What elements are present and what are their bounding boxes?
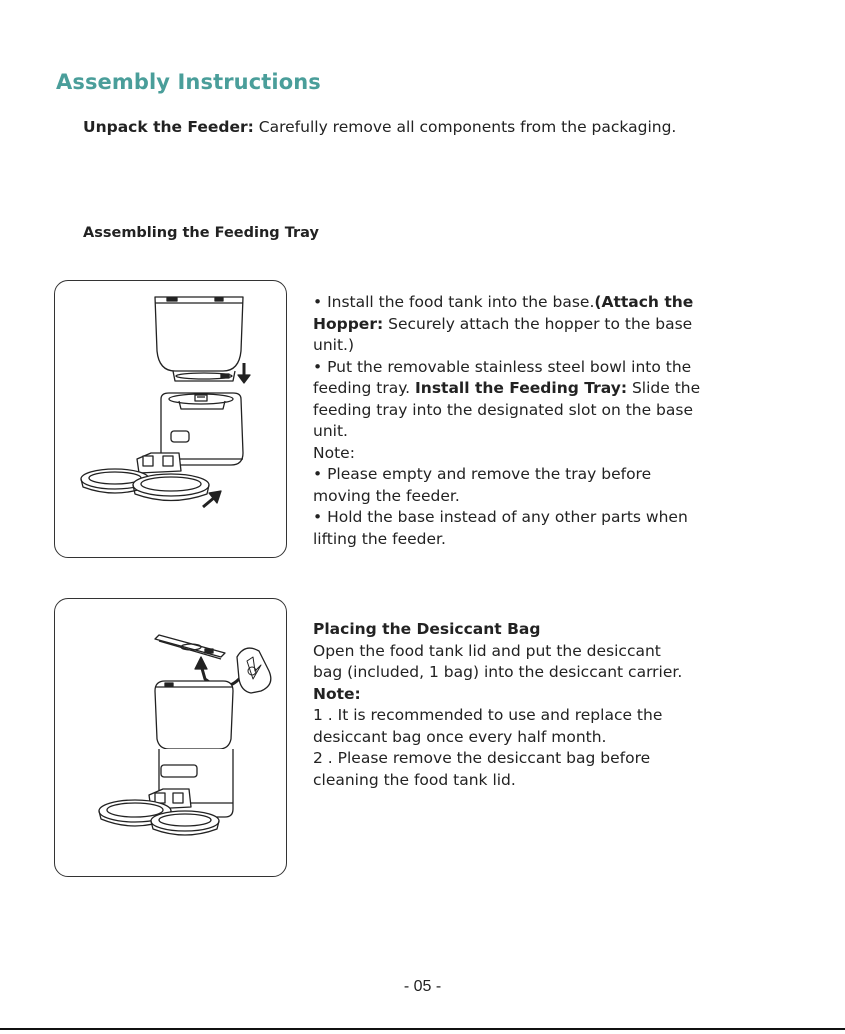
unpack-label: Unpack the Feeder: (83, 118, 254, 136)
text-line: lifting the feeder. (313, 529, 446, 548)
text-line: desiccant bag once every half month. (313, 727, 607, 746)
text-line: Slide the (627, 379, 701, 397)
unpack-instruction (83, 118, 676, 136)
feeder-assembly-illustration (55, 281, 286, 557)
text-line: bag (included, 1 bag) into the desiccant carrier. (313, 663, 683, 681)
text-line: Securely attach the hopper to the base (383, 314, 693, 333)
tray-instructions (313, 292, 743, 550)
text-line: feeding tray. (313, 379, 416, 397)
text-line: moving the feeder. (313, 486, 460, 505)
text-line: feeding tray into the designated slot on the base (313, 400, 694, 419)
desiccant-bag-icon (237, 648, 271, 693)
text-line: Install the Feeding Tray: (415, 379, 628, 397)
down-arrow-icon (238, 363, 250, 383)
text-line: unit.) (313, 336, 355, 354)
note-label: Note: (313, 443, 355, 462)
feeder-tank-icon (155, 297, 243, 381)
illustration-panel-tray (54, 280, 287, 558)
text-line: • Install the food tank into the base. (313, 293, 595, 311)
page-title: Assembly Instructions (56, 70, 321, 94)
text-line: 1 . It is recommended to use and replace the (313, 706, 663, 724)
text-line: • Hold the base instead of any other parts when (313, 508, 688, 526)
bottom-divider (0, 1028, 845, 1030)
text-line: cleaning the food tank lid. (313, 770, 516, 789)
text-line: (Attach the (594, 293, 694, 311)
section-heading: Assembling the Feeding Tray (83, 225, 319, 241)
desiccant-instructions (313, 619, 743, 791)
feeding-tray-icon (137, 453, 181, 473)
desiccant-heading: Placing the Desiccant Bag (313, 620, 541, 638)
text-line: Open the food tank lid and put the desiccant (313, 641, 661, 660)
illustration-panel-desiccant (54, 598, 287, 877)
up-arrow-icon (203, 491, 221, 507)
unpack-text: Carefully remove all components from the packaging. (253, 118, 677, 136)
text-line: • Put the removable stainless steel bowl into the (313, 357, 692, 376)
page-number: - 05 - (403, 978, 442, 995)
desiccant-illustration (55, 599, 286, 876)
bowl-icon (133, 474, 209, 501)
text-line: Hopper: (313, 314, 384, 333)
tank-lid-icon (155, 635, 225, 659)
text-line: • Please empty and remove the tray before (313, 465, 652, 483)
text-line: unit. (313, 422, 348, 440)
note-label: Note: (313, 684, 361, 703)
text-line: 2 . Please remove the desiccant bag before (313, 749, 651, 767)
